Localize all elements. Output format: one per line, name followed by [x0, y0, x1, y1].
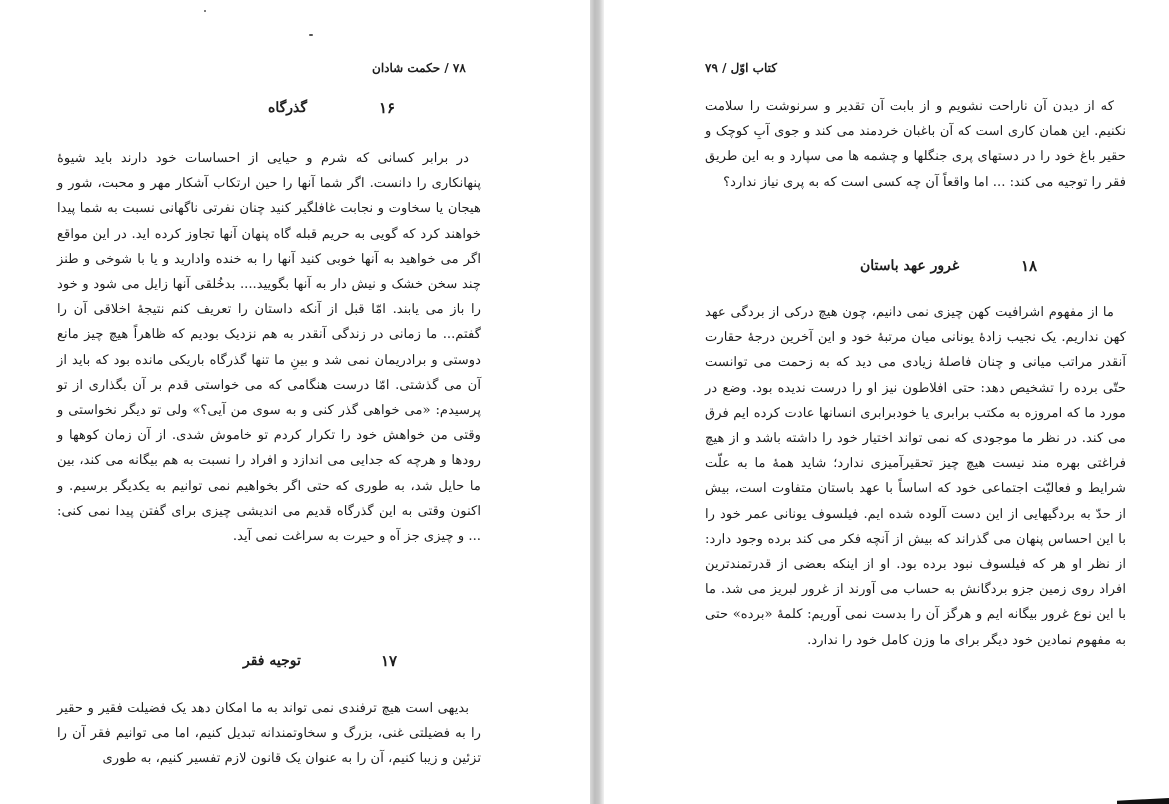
right-page: [604, 0, 1169, 804]
running-head: ۷۸ / حکمت شادان: [372, 61, 466, 75]
section-number: ۱۸: [1021, 257, 1038, 275]
scan-speck: [204, 10, 206, 12]
scan-speck: [309, 34, 313, 36]
section-title: توجیه فقر: [243, 653, 301, 669]
section-number: ۱۶: [379, 99, 396, 117]
running-head: کتاب اوّل / ۷۹: [705, 61, 777, 75]
page-edge-shadow: [1117, 798, 1169, 804]
paragraph: بدیهی است هیچ ترفندی نمی تواند به ما امکان دهد یک فضیلت فقیر و حقیر را به فضیلتی غنی، بزرگ و سخاوتمندانه تبدیل کنیم، اما می توانیم فقر آن را تزئین و زیبا کنیم، آن را به عنوان یک قانون لازم تفسیر کنیم، به طوری: [57, 701, 481, 767]
book-gutter: [590, 0, 604, 804]
paragraph: که از دیدن آن ناراحت نشویم و از بابت آن تقدیر و سرنوشت را سلامت نکنیم. این همان کاری است که آن باغبان خردمند می کند و جوی آبِ کوچک و حقیر باغ خود را در دستهای پری جنگلها و چشمه ها می سپارد و به این طریق فقر را توجیه می کند: ... اما واقعاً آن چه کسی است که به پری نیاز ندارد؟: [705, 99, 1126, 190]
paragraph: در برابر کسانی که شرم و حیایی از احساسات خود دارند باید شیوهٔ پنهانکاری را دانست. اگر شما آنها را حین ارتکاب آشکار مهر و محبت، شور و هیجان یا سخاوت و نجابت غافلگیر کنید چنان نفرتی ناگهانی نسبت به شما پیدا خواهند کرد که گویی به حریم قبله گاه پنهان آنها تجاوز کرده اید. در این مواقع اگر می خواهید به آنها خوبی کنید آنها را به خنده وادارید و یا با شوخی و طنز چند سخن خشک و نیش دار به آنها بگویید.... بدخُلقی آنها زایل می شود و خود را باز می یابند. امّا قبل از آنکه داستان را تعریف کنم نتیجهٔ اخلاقی آن را گفتم... ما زمانی در زندگی آنقدر به هم نزدیک بودیم که ظاهراً هیچ چیز مانع دوستی و برادریمان نمی شد و بینِ ما تنها گذرگاه باریکی مانده بود که باید از آن می گذشتی. امّا درست هنگامی که می خواستی قدم بر آن بگذاری از تو پرسیدم: «می خواهی گذر کنی و به سوی من آیی؟» ولی تو دیگر نخواستی و وقتی من خواهش خود را تکرار کردم تو خاموش شدی. از آن زمان کوهها و رودها و هرچه که جدایی می اندازد و افراد را نسبت به هم بیگانه می کند، بین ما حایل شد، به طوری که حتی اگر بخواهیم نمی توانیم به یکدیگر برسیم. و اکنون وقتی به این گذرگاه قدیم می اندیشی چیزی برای گفتن پیدا نمی کنی: ... و چیزی جز آه و حیرت به سراغت نمی آید.: [57, 151, 481, 545]
section-title: غرور عهد باستان: [860, 258, 960, 274]
section-title: گذرگاه: [268, 100, 308, 116]
section-number: ۱۷: [381, 652, 398, 670]
paragraph: ما از مفهوم اشرافیت کهن چیزی نمی دانیم، چون هیچ درکی از بردگی عهد کهن نداریم. یک نجیب زادهٔ یونانی میان مرتبهٔ خود و این آخرین درجهٔ حقارت آنقدر مراتب میانی و چنان فاصلهٔ زیادی می دید که به زحمت می توانست حتّی برده را تشخیص دهد: حتی افلاطون نیز او را درست ندیده بود. وضع در مورد ما که امروزه به مکتب برابری یا خودبرابری انسانها عادت کرده ایم فرق می کند. در نظر ما موجودی که نمی تواند اختیار خود را داشته باشد و از هیچ فراغتی بهره مند نیست هیچ چیز تحقیرآمیزی ندارد؛ شاید همهٔ ما به علّت شرایط و فعالیّت اجتماعی خود که اساساً با عهد باستان متفاوت است، بیش از حدّ به بردگیهایی از این دست آلوده شده ایم. فیلسوف یونانی عمر خود را با این احساس پنهان می گذراند که بیش از آنچه فکر می کند برده وجود دارد: از نظر او هر که فیلسوف نبود برده بود. او از اینکه بعضی از قدرتمندترین افراد روی زمین جزو بردگانش به حساب می آورند از غرور لبریز می شد. ما با این نوع غرور بیگانه ایم و هرگز آن را بدست نمی آوریم: کلمهٔ «برده» حتی به مفهوم نمادین خود دیگر برای ما وزن کامل خود را ندارد.: [705, 305, 1126, 648]
